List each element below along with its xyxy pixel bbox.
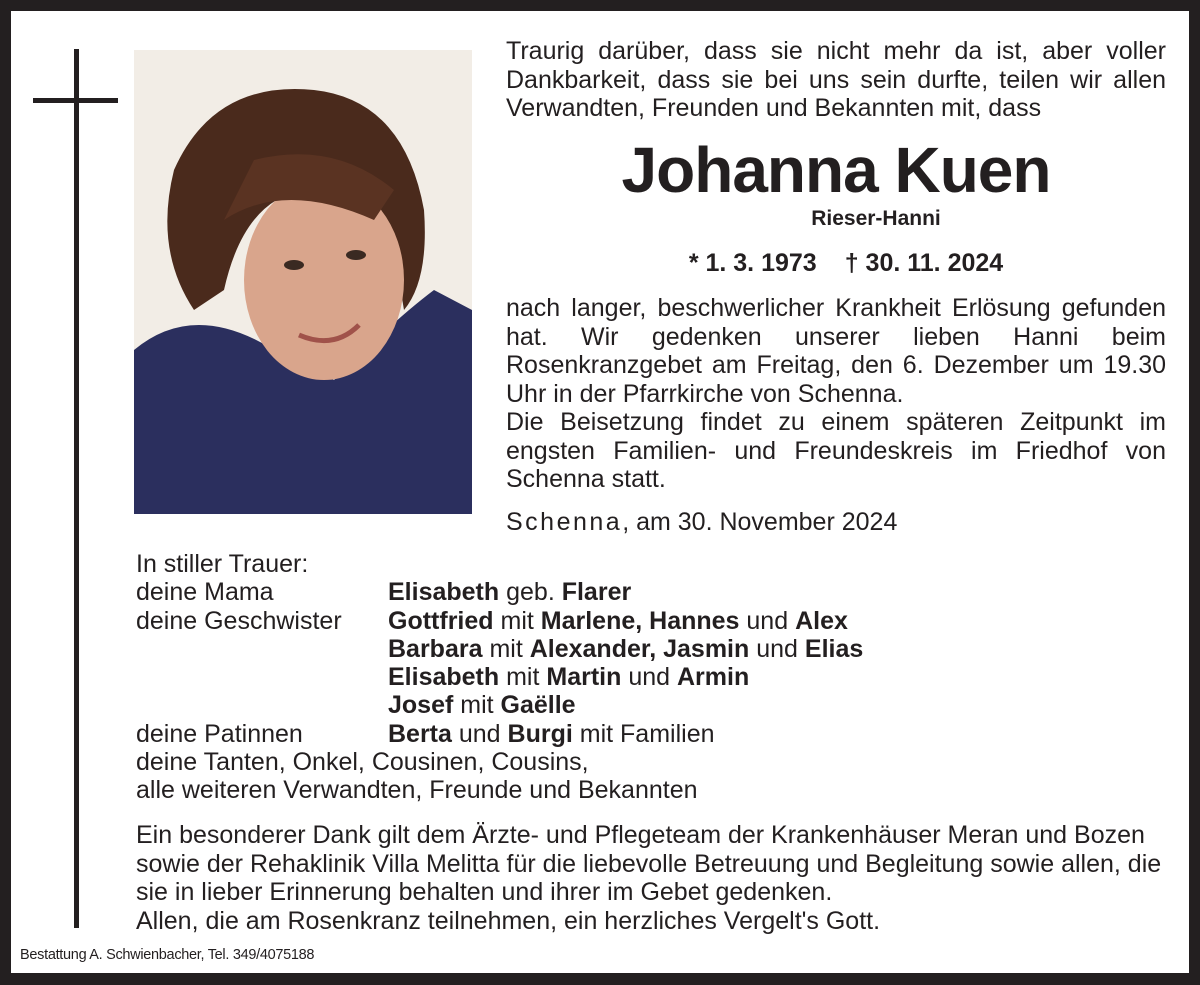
- mourner-row: [136, 607, 1136, 635]
- cross-icon-bar: [33, 98, 118, 103]
- paragraph: nach langer, beschwerlicher Krankheit Erlösung gefunden hat. Wir gedenken unserer lieben Hanni beim Rosenkranzgebet am Freitag, den 6. Dezember um 19.30 Uhr in der Pfarrkirche von Schenna.: [506, 294, 1166, 408]
- mourners-extra: deine Tanten, Onkel, Cousinen, Cousins,: [136, 748, 589, 777]
- relation-label: deine Geschwister: [136, 606, 342, 635]
- relation-label: [136, 635, 388, 663]
- place-date: [506, 508, 897, 537]
- death-date: † 30. 11. 2024: [844, 249, 1004, 277]
- relation-label: [136, 691, 388, 719]
- mourner-names: Elisabeth geb. Flarer: [388, 578, 632, 607]
- mourner-names: Josef mit Gaëlle: [388, 691, 576, 720]
- mourner-row: [136, 720, 1136, 748]
- birth-date: * 1. 3. 1973: [688, 249, 817, 277]
- place: Schenna: [506, 508, 623, 536]
- announcement-text: [506, 294, 1166, 494]
- thanks-text: [136, 821, 1166, 935]
- paragraph: Die Beisetzung findet zu einem späteren Zeitpunkt im engsten Familien- und Freundeskreis im Friedhof von Schenna statt.: [506, 408, 1166, 493]
- thanks-paragraph: Ein besonderer Dank gilt dem Ärzte- und Pflegeteam der Krankenhäuser Meran und Bozen sowie der Rehaklinik Villa Melitta für die liebevolle Betreuung und Begleitung sowie allen, die sie in lieber Erinnerung behalten und ihrer im Gebet gedenken.: [136, 821, 1162, 906]
- mourner-names: Barbara mit Alexander, Jasmin und Elias: [388, 634, 864, 663]
- mourner-names: Elisabeth mit Martin und Armin: [388, 663, 750, 692]
- mourner-row: [136, 635, 1136, 663]
- mourner-row: [136, 691, 1136, 719]
- date-line: , am 30. November 2024: [622, 508, 898, 536]
- relation-label: [136, 663, 388, 691]
- funeral-home-footer: Bestattung A. Schwienbacher, Tel. 349/4075188: [20, 947, 315, 963]
- intro-text: Traurig darüber, dass sie nicht mehr da ist, aber voller Dankbarkeit, dass sie bei uns sein durfte, teilen wir allen Verwandten, Freunden und Bekannten mit, dass: [506, 37, 1166, 122]
- mourner-names: Berta und Burgi mit Familien: [388, 719, 715, 748]
- mourners-heading: In stiller Trauer:: [136, 550, 309, 578]
- cross-icon: [74, 49, 79, 928]
- deceased-name: Johanna Kuen: [621, 134, 1051, 206]
- relation-label: deine Patinnen: [136, 719, 303, 748]
- mourners-list: [136, 550, 1136, 805]
- mourner-names: Gottfried mit Marlene, Hannes und Alex: [388, 606, 848, 635]
- mourner-row: [136, 578, 1136, 606]
- mourner-row: [136, 663, 1136, 691]
- life-dates: [506, 249, 1166, 278]
- mourners-extra: alle weiteren Verwandten, Freunde und Bekannten: [136, 776, 698, 805]
- portrait-photo: [134, 50, 472, 514]
- thanks-closing: Allen, die am Rosenkranz teilnehmen, ein herzliches Vergelt's Gott.: [136, 906, 881, 935]
- nickname: Rieser-Hanni: [811, 207, 941, 230]
- relation-label: deine Mama: [136, 578, 274, 607]
